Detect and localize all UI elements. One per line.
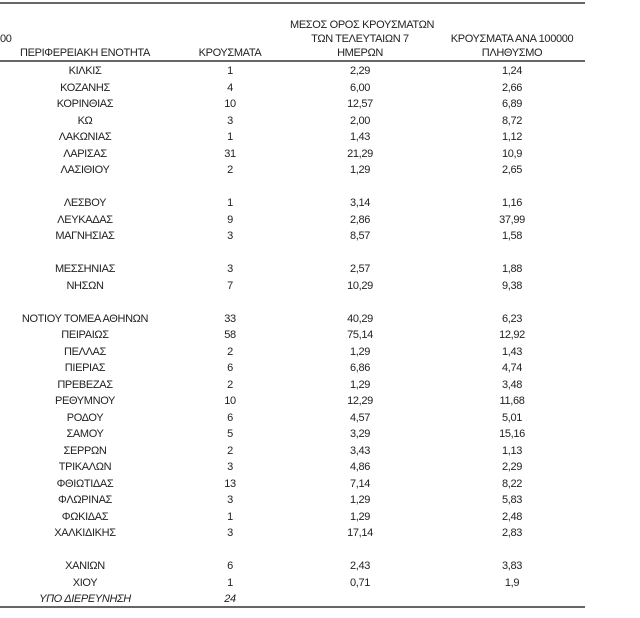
per-capita-cell: 15,16	[499, 428, 525, 440]
header-region: ΠΕΡΙΦΕΡΕΙΑΚΗ ΕΝΟΤΗΤΑ	[20, 47, 150, 59]
avg-cell: 4,57	[349, 411, 370, 424]
table-row	[0, 96, 585, 113]
bottom-rule	[0, 606, 585, 608]
per-capita-cell: 8,22	[501, 477, 522, 490]
cases-cell: 7	[227, 279, 233, 292]
cases-cell: 13	[224, 477, 236, 490]
region-cell: ΛΑΣΙΘΙΟΥ	[60, 164, 110, 176]
table-row	[0, 443, 585, 460]
region-cell: ΡΕΘΥΜΝΟΥ	[54, 395, 116, 407]
table-row	[0, 525, 585, 542]
table-row	[0, 509, 585, 526]
avg-cell: 3,43	[349, 444, 370, 457]
cases-cell: 33	[224, 312, 236, 325]
avg-cell: 2,00	[349, 114, 370, 127]
table-row	[0, 261, 585, 278]
table-row	[0, 278, 585, 295]
region-cell: ΤΡΙΚΑΛΩΝ	[58, 461, 112, 473]
per-capita-cell: 3,48	[501, 378, 522, 391]
cases-cell: 58	[224, 329, 236, 341]
region-cell: ΠΡΕΒΕΖΑΣ	[57, 378, 113, 391]
region-cell: ΚΙΛΚΙΣ	[68, 65, 102, 77]
avg-cell: 2,43	[349, 560, 370, 572]
cases-cell: 1	[227, 576, 233, 589]
header-avg-line1: ΜΕΣΟΣ ΟΡΟΣ ΚΡΟΥΣΜΑΤΩΝ	[290, 19, 435, 31]
header-fragment: 00	[0, 33, 12, 45]
avg-cell: 8,57	[349, 230, 370, 242]
region-cell: ΠΕΛΛΑΣ	[63, 345, 106, 358]
region-cell: ΜΕΣΣΗΝΙΑΣ	[54, 263, 116, 275]
region-cell: ΛΑΚΩΝΙΑΣ	[58, 131, 112, 143]
per-capita-cell: 6,23	[501, 312, 522, 325]
per-capita-cell: 1,16	[501, 197, 522, 209]
cases-cell: 6	[227, 560, 233, 572]
cases-cell: 1	[227, 65, 233, 77]
per-capita-cell: 3,83	[501, 560, 522, 572]
avg-cell: 2,86	[349, 213, 370, 226]
table-body	[0, 63, 585, 608]
region-cell: ΚΟΡΙΝΘΙΑΣ	[56, 98, 114, 110]
avg-cell: 6,86	[349, 362, 370, 374]
per-capita-cell: 1,58	[501, 230, 522, 242]
table-row	[0, 344, 585, 361]
blank-row	[0, 294, 585, 311]
avg-cell: 4,86	[349, 461, 370, 473]
avg-cell: 75,14	[347, 329, 373, 341]
avg-cell: 1,29	[349, 510, 370, 523]
avg-cell: 3,29	[349, 428, 370, 440]
cases-cell: 6	[227, 362, 233, 374]
per-capita-cell: 1,9	[504, 576, 520, 589]
avg-cell: 1,29	[349, 164, 370, 176]
avg-cell: 3,14	[349, 197, 370, 209]
region-cell: ΦΛΩΡΙΝΑΣ	[57, 494, 113, 506]
header-cases: ΚΡΟΥΣΜΑΤΑ	[198, 47, 262, 59]
cases-cell: 3	[227, 114, 233, 127]
cases-cell: 3	[227, 527, 233, 539]
table-row	[0, 195, 585, 212]
per-capita-cell: 2,48	[501, 510, 522, 523]
table-row	[0, 113, 585, 130]
cases-cell: 2	[227, 164, 233, 176]
table-row	[0, 212, 585, 229]
avg-cell: 1,43	[349, 131, 370, 143]
region-cell: ΚΟΖΑΝΗΣ	[60, 81, 110, 94]
avg-cell: 2,57	[349, 263, 370, 275]
cases-cell: 10	[224, 98, 236, 110]
table-row	[0, 228, 585, 245]
avg-cell: 0,71	[349, 576, 370, 589]
per-capita-cell: 1,13	[501, 444, 522, 457]
region-cell: ΦΩΚΙΔΑΣ	[61, 510, 109, 523]
region-cell: ΠΙΕΡΙΑΣ	[64, 362, 106, 374]
region-cell: ΚΩ	[77, 114, 93, 127]
cases-cell: 2	[227, 345, 233, 358]
cases-cell: 3	[227, 263, 233, 275]
per-capita-cell: 1,43	[501, 345, 522, 358]
table-row	[0, 459, 585, 476]
region-cell: ΛΑΡΙΣΑΣ	[63, 147, 107, 160]
per-capita-cell: 9,38	[501, 279, 522, 292]
per-capita-cell: 2,29	[501, 461, 522, 473]
cases-cell: 5	[227, 428, 233, 440]
cases-cell: 2	[227, 378, 233, 391]
avg-cell: 17,14	[347, 527, 373, 539]
per-capita-cell: 12,92	[499, 329, 525, 341]
table-row	[0, 393, 585, 410]
blank-row	[0, 245, 585, 262]
region-cell: ΝΗΣΩΝ	[66, 279, 104, 292]
table-row	[0, 311, 585, 328]
per-capita-cell: 10,9	[501, 147, 522, 160]
region-cell: ΡΟΔΟΥ	[66, 411, 104, 424]
per-capita-cell: 2,83	[501, 527, 522, 539]
region-cell: ΣΑΜΟΥ	[66, 428, 104, 440]
table-row	[0, 410, 585, 427]
per-capita-cell: 37,99	[499, 213, 525, 226]
per-capita-cell: 8,72	[501, 114, 522, 127]
cases-cell: 3	[227, 494, 233, 506]
avg-cell: 10,29	[347, 279, 373, 292]
header-rule	[0, 60, 585, 62]
cases-cell: 1	[227, 131, 233, 143]
table-row	[0, 327, 585, 344]
cases-cell: 24	[224, 593, 236, 605]
region-cell: ΜΑΓΝΗΣΙΑΣ	[55, 230, 115, 242]
table-row	[0, 63, 585, 80]
per-capita-cell: 2,65	[501, 164, 522, 176]
table-row	[0, 575, 585, 592]
per-capita-cell: 5,01	[501, 411, 522, 424]
cases-cell: 1	[227, 510, 233, 523]
top-rule	[0, 2, 585, 4]
per-capita-cell: 1,24	[501, 65, 522, 77]
table-row	[0, 80, 585, 97]
cases-cell: 1	[227, 197, 233, 209]
region-cell: ΧΑΛΚΙΔΙΚΗΣ	[54, 527, 116, 539]
region-cell: ΛΕΣΒΟΥ	[63, 197, 107, 209]
table-row	[0, 558, 585, 575]
cases-cell: 2	[227, 444, 233, 457]
avg-cell: 40,29	[347, 312, 373, 325]
table-row	[0, 129, 585, 146]
table-row	[0, 360, 585, 377]
cases-cell: 10	[224, 395, 236, 407]
header-avg-line2: ΤΩΝ ΤΕΛΕΥΤΑΙΩΝ 7	[311, 33, 409, 45]
region-cell: ΣΕΡΡΩΝ	[63, 444, 107, 457]
table-row	[0, 476, 585, 493]
header-per-line2: ΠΛΗΘΥΣΜΟ	[481, 47, 543, 59]
blank-row	[0, 542, 585, 559]
cases-cell: 3	[227, 230, 233, 242]
region-cell: ΝΟΤΙΟΥ ΤΟΜΕΑ ΑΘΗΝΩΝ	[21, 312, 149, 325]
per-capita-cell: 1,12	[501, 131, 522, 143]
region-cell: ΧΙΟΥ	[72, 576, 98, 589]
avg-cell: 2,29	[349, 65, 370, 77]
avg-cell: 12,29	[347, 395, 373, 407]
region-cell: ΧΑΝΙΩΝ	[65, 560, 105, 572]
avg-cell: 7,14	[349, 477, 370, 490]
per-capita-cell: 2,66	[501, 81, 522, 94]
region-cell: ΛΕΥΚΑΔΑΣ	[57, 213, 113, 226]
header-per-line1: ΚΡΟΥΣΜΑΤΑ ΑΝΑ 100000	[450, 33, 574, 45]
cases-cell: 4	[227, 81, 233, 94]
per-capita-cell: 4,74	[501, 362, 522, 374]
avg-cell: 6,00	[349, 81, 370, 94]
table-row	[0, 492, 585, 509]
table-row	[0, 146, 585, 163]
region-cell: ΠΕΙΡΑΙΩΣ	[61, 329, 109, 341]
header-avg-line3: ΗΜΕΡΩΝ	[337, 47, 383, 59]
table-row	[0, 162, 585, 179]
avg-cell: 1,29	[349, 345, 370, 358]
avg-cell: 1,29	[349, 494, 370, 506]
avg-cell: 1,29	[349, 378, 370, 391]
cases-cell: 31	[224, 147, 236, 160]
region-cell: ΥΠΟ ΔΙΕΡΕΥΝΗΣΗ	[39, 593, 131, 605]
per-capita-cell: 1,88	[501, 263, 522, 275]
per-capita-cell: 6,89	[501, 98, 522, 110]
avg-cell: 12,57	[347, 98, 373, 110]
per-capita-cell: 11,68	[499, 395, 525, 407]
cases-cell: 3	[227, 461, 233, 473]
avg-cell: 21,29	[347, 147, 373, 160]
table-row	[0, 426, 585, 443]
cases-cell: 6	[227, 411, 233, 424]
blank-row	[0, 179, 585, 196]
region-cell: ΦΘΙΩΤΙΔΑΣ	[56, 477, 114, 490]
table-row	[0, 377, 585, 394]
per-capita-cell: 5,83	[501, 494, 522, 506]
cases-cell: 9	[227, 213, 233, 226]
